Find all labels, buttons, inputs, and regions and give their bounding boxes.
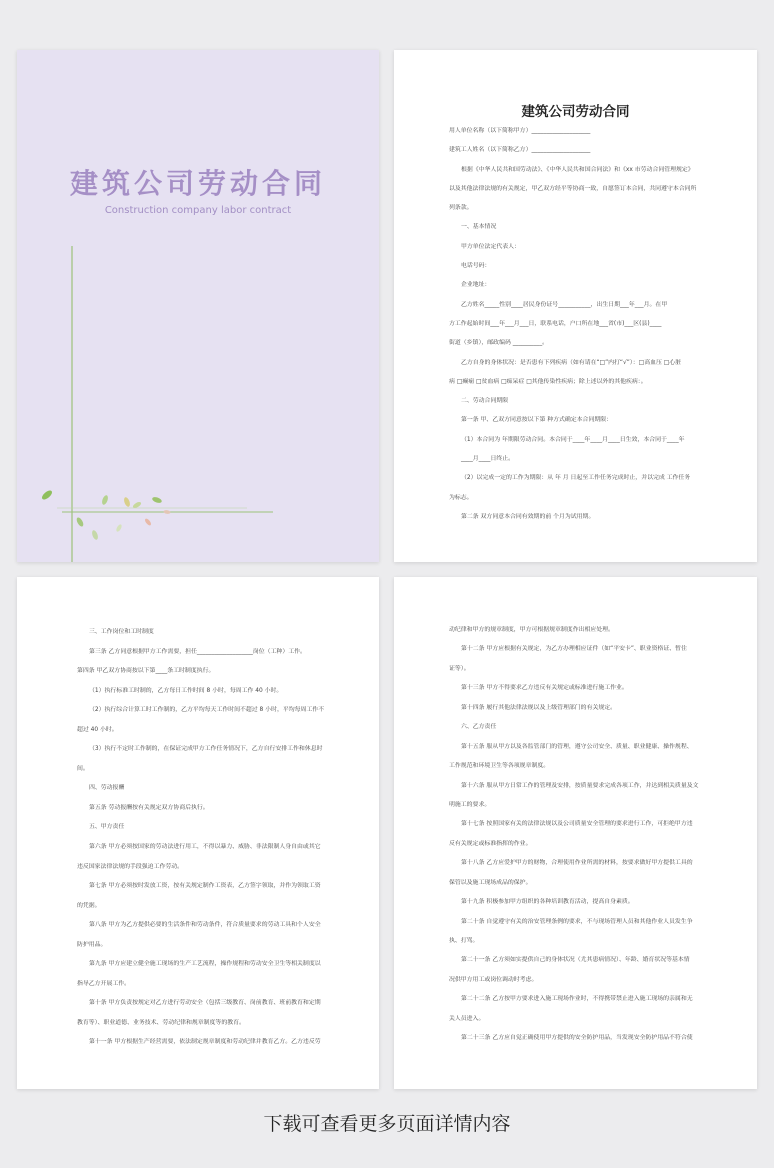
leaf-icon — [123, 496, 131, 507]
leaf-icon — [40, 489, 53, 501]
text-line: 第三条 乙方同意根据甲方工作需要，担任___________________岗位（工种）工作。 — [89, 648, 306, 655]
text-line: 为标志。 — [449, 494, 473, 501]
cover-subtitle: Construction company labor contract — [104, 205, 292, 216]
text-line: 执、打骂。 — [449, 938, 479, 944]
text-line: 第二十二条 乙方按甲方要求进入施工现场作业时，不得携带禁止进入施工现场的亲属和无 — [461, 996, 693, 1003]
text-line: 第十八条 乙方应爱护甲方的财物，合理使用作业所需的材料，按要求做好甲方提供工具的 — [461, 860, 693, 867]
contract-text-block — [449, 626, 707, 1054]
text-line: 动纪律和甲方的规章制度，甲方可根据规章制度作出相应处理。 — [449, 627, 614, 633]
contract-title: 建筑公司劳动合同 — [521, 104, 630, 120]
text-line: （2）以完成一定的工作为期限：从 年 月 日起至工作任务完成时止，并以完成 工作任务 — [461, 475, 691, 482]
text-line: 第一条 甲、乙双方同意按以下第 种方式确定本合同期限： — [461, 417, 613, 424]
text-line: 根据《中华人民共和国劳动法》、《中华人民共和国合同法》和《xx 市劳动合同管理规定》 — [461, 166, 694, 173]
text-line: （1）执行标准工时制的，乙方每日工作时间 8 小时，每周工作 40 小时。 — [89, 687, 283, 694]
section-heading: 三、工作岗位和工时制度 — [89, 629, 154, 635]
text-line: 第五条 劳动报酬按有关规定双方协商后执行。 — [89, 804, 209, 811]
download-more-pages-note: 下载可查看更多页面详情内容 — [263, 1113, 511, 1135]
contract-text-block — [449, 127, 707, 532]
text-line: 第十四条 履行其他法律法规以及上级管理部门的有关规定。 — [461, 704, 617, 711]
text-line: 街道（乡镇），邮政编码 __________。 — [449, 340, 549, 347]
leaf-icon — [115, 524, 122, 533]
text-line: 以及其他法律法规的有关规定，甲乙双方经平等协商一致，自愿签订本合同，共同遵守本合同所 — [449, 185, 697, 192]
cover-title: 建筑公司劳动合同 — [69, 167, 326, 200]
leaf-icon — [101, 494, 109, 505]
text-line: 工作规范和环境卫生等各项规章制度。 — [449, 763, 550, 770]
text-line: 保管以及施工现场成品的保护。 — [449, 879, 532, 886]
text-line: 第十一条 甲方根据生产经营需要，依法制定规章制度和劳动纪律并教育乙方。乙方违反劳 — [89, 1039, 321, 1046]
text-line: 第十九条 积极参加甲方组织的各种培训教育活动，提高自身素质。 — [461, 899, 634, 906]
section-heading: 五、甲方责任 — [89, 824, 125, 831]
text-line: 第十二条 甲方应根据有关规定，为乙方办理相应证件（如“平安卡”、职业资格证、暂住 — [461, 646, 687, 653]
section-heading: 一、基本情况 — [461, 224, 497, 231]
leaf-icon — [163, 510, 171, 515]
text-line: 况供甲方用工或岗位调动时考虑。 — [449, 976, 538, 983]
text-line: 病 □癫痫 □贫血病 □痴呆症 □其他传染性疾病；除上述以外的其他疾病：。 — [449, 378, 647, 385]
text-line: 的凭据。 — [77, 902, 101, 909]
section-heading: 二、劳动合同期限 — [461, 398, 509, 405]
text-line: 企业地址： — [461, 282, 491, 289]
text-line: 用人单位名称（以下简称甲方）____________________ — [449, 128, 591, 134]
text-line: 第九条 甲方应建立健全施工现场的生产工艺流程，操作规程和劳动安全卫生等相关制度以 — [89, 961, 321, 968]
text-line: 第二十一条 乙方须如实提供自己的身体状况（尤其患病情况）、年龄、婚育状况等基本情 — [461, 957, 690, 964]
text-line: 教育等）、职业道德、业务技术、劳动纪律和规章制度等的教育。 — [77, 1019, 245, 1026]
text-line: 防护用品。 — [77, 941, 107, 948]
text-line: （2）执行综合计算工时工作制的，乙方平均每天工作时间不超过 8 小时，平均每周工作不 — [89, 707, 325, 714]
leaf-icon — [91, 529, 99, 540]
text-line: 间。 — [77, 765, 89, 772]
leaf-branch-decoration — [17, 50, 379, 562]
section-heading: 四、劳动报酬 — [89, 785, 125, 792]
text-line: 第十六条 服从甲方日常工作的管理及安排，按质量要求完成各项工作，并达到相关质量及文 — [461, 782, 699, 789]
leaf-icon — [75, 516, 84, 527]
cover-page — [17, 50, 379, 562]
text-line: 第二十条 自觉遵守有关的治安管理条例的要求，不与现场管理人员和其他作业人员发生争 — [461, 918, 693, 925]
contract-page-2 — [17, 577, 379, 1089]
text-line: 反有关规定或标准指挥的作业。 — [449, 840, 532, 847]
contract-page-3 — [394, 577, 757, 1089]
text-line: 关人员进入。 — [449, 1015, 485, 1022]
section-heading: 六、乙方责任 — [461, 724, 497, 731]
text-line: 第二条 双方同意本合同有效期的前 个月为试用期。 — [461, 513, 595, 520]
text-line: （3）执行不定时工作制的，在保证完成甲方工作任务情况下，乙方自行安排工作和休息时 — [89, 746, 323, 753]
text-line: 超过 40 小时。 — [77, 726, 118, 733]
text-line: 指导乙方开展工作。 — [77, 980, 131, 987]
text-line: （1）本合同为 年期限劳动合同。本合同于____年____月____日生效，本合同于____年 — [461, 436, 685, 443]
text-line: 第八条 甲方为乙方提供必要的生活条件和劳动条件，符合质量要求的劳动工具和个人安全 — [89, 922, 321, 929]
leaf-icon — [144, 518, 152, 527]
text-line: 列条款。 — [449, 205, 473, 212]
text-line: 电话号码： — [461, 263, 491, 270]
text-line: 第六条 甲方必须按国家的劳动法进行用工，不得以暴力、威胁、非法限制人身自由或其它 — [89, 844, 321, 851]
text-line: 明施工的要求。 — [449, 801, 491, 808]
contract-text-block — [77, 628, 327, 1058]
text-line: 第十七条 按照国家有关的法律法规以及公司质量安全管理的要求进行工作，可拒绝甲方违 — [461, 821, 693, 828]
text-line: 第十条 甲方负责按规定对乙方进行劳动安全（包括三级教育、岗前教育、班前教育和定期 — [89, 1000, 321, 1007]
text-line: 第七条 甲方必须按时发放工资，按有关规定制作工资表，乙方签字领取，并作为领取工资 — [89, 883, 321, 890]
text-line: 方工作起始时间___年___月___日，联系电话，户口所在地___省(市)___区(县)____ — [449, 320, 662, 327]
contract-page-1 — [394, 50, 757, 562]
text-line: 第十五条 服从甲方以及各监管部门的管理，遵守公司安全、质量、职业健康、操作规程、 — [461, 743, 693, 750]
text-line: 违反国家法律法规的手段强迫工作劳动。 — [77, 863, 184, 870]
text-line: ____月____日终止。 — [461, 456, 515, 463]
text-line: 第四条 甲乙双方协商按以下第____条工时制度执行。 — [77, 668, 215, 675]
text-line: 建筑工人姓名（以下简称乙方）____________________ — [449, 147, 591, 154]
text-line: 第二十三条 乙方应自觉正确使用甲方提供的安全防护用品，当发现安全防护用品不符合使 — [461, 1035, 693, 1042]
text-line: 甲方单位法定代表人： — [461, 243, 520, 250]
text-line: 乙方姓名_____性别____居民身份证号___________，出生日期___年___月。在甲 — [461, 301, 668, 308]
text-line: 证等）。 — [449, 665, 470, 672]
text-line: 乙方自身的身体状况：是否患有下列疾病（如有请在“□”内打“√”）：□高血压 □心脏 — [461, 359, 682, 366]
leaf-icon — [151, 496, 162, 504]
text-line: 第十三条 甲方不得要求乙方违反有关规定或标准进行施工作业。 — [461, 685, 628, 692]
